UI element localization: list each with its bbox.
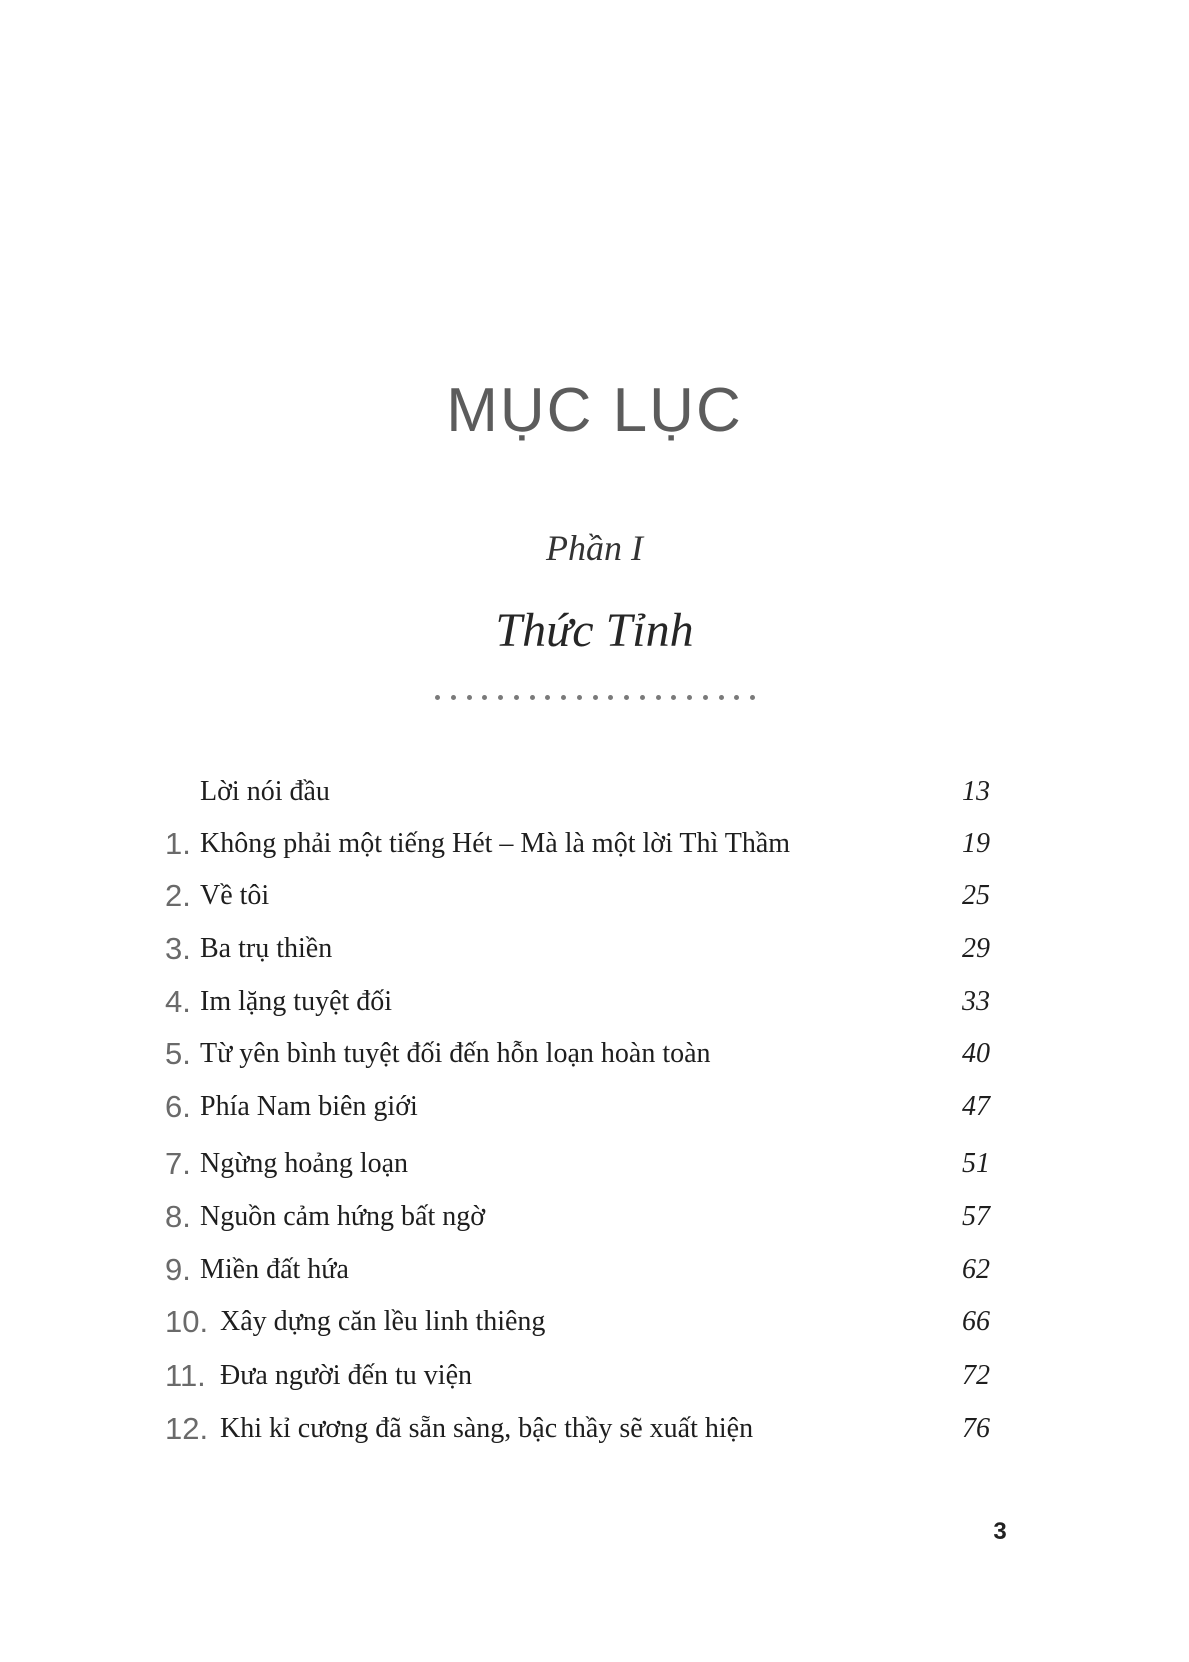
toc-entry-page: 51 xyxy=(962,1148,990,1179)
toc-entry[interactable] xyxy=(0,1356,1189,1396)
toc-entry-number: 11. xyxy=(165,1358,206,1393)
toc-entry[interactable] xyxy=(0,1034,1189,1074)
toc-entry-number: 10. xyxy=(165,1304,209,1339)
toc-entry[interactable] xyxy=(0,929,1189,969)
toc-entry-number: 3. xyxy=(165,931,191,966)
toc-entry[interactable] xyxy=(0,1302,1189,1342)
toc-entry[interactable] xyxy=(0,1409,1189,1449)
toc-entry-number: 4. xyxy=(165,984,191,1019)
toc-entry-number: 2. xyxy=(165,878,191,913)
part-label: Phần I xyxy=(546,528,643,568)
toc-entry-page: 33 xyxy=(962,986,990,1017)
toc-entry-number: 1. xyxy=(165,826,191,861)
toc-entry[interactable] xyxy=(0,1250,1189,1290)
toc-entry-number: 7. xyxy=(165,1146,191,1181)
page-number: 3 xyxy=(993,1518,1007,1545)
toc-entry-number: 6. xyxy=(165,1089,191,1124)
toc-entry-page: 72 xyxy=(962,1360,990,1391)
toc-entry-title: Lời nói đầu xyxy=(200,776,330,807)
toc-entry-page: 29 xyxy=(962,933,990,964)
toc-entry-page: 25 xyxy=(962,880,990,911)
toc-entry-title: Im lặng tuyệt đối xyxy=(200,986,393,1017)
toc-entry-title: Đưa người đến tu viện xyxy=(220,1360,472,1391)
part-title: Thức Tỉnh xyxy=(495,604,694,657)
toc-entry[interactable] xyxy=(0,1197,1189,1237)
toc-entry[interactable] xyxy=(0,772,1189,812)
toc-entry-title: Ngừng hoảng loạn xyxy=(200,1148,409,1179)
toc-entry-title: Không phải một tiếng Hét – Mà là một lời Thì Thầm xyxy=(200,828,791,859)
toc-entry-page: 76 xyxy=(962,1413,990,1444)
toc-entry-number: 12. xyxy=(165,1411,209,1446)
toc-entry-page: 13 xyxy=(962,776,990,807)
dotted-divider xyxy=(435,693,755,701)
toc-entry-page: 57 xyxy=(962,1201,990,1232)
toc-entry-page: 66 xyxy=(962,1306,990,1337)
toc-entry[interactable] xyxy=(0,876,1189,916)
toc-entry-number: 8. xyxy=(165,1199,191,1234)
toc-entry-title: Về tôi xyxy=(200,880,270,911)
toc-entry-title: Phía Nam biên giới xyxy=(200,1091,418,1122)
toc-entry-title: Khi kỉ cương đã sẵn sàng, bậc thầy sẽ xuất hiện xyxy=(220,1413,754,1444)
toc-entry[interactable] xyxy=(0,982,1189,1022)
toc-entry-title: Miền đất hứa xyxy=(200,1254,349,1285)
toc-entry[interactable] xyxy=(0,1087,1189,1127)
toc-entry-title: Ba trụ thiền xyxy=(200,933,333,964)
toc-entry-title: Nguồn cảm hứng bất ngờ xyxy=(200,1201,486,1232)
toc-entry-number: 5. xyxy=(165,1036,191,1071)
toc-entry[interactable] xyxy=(0,1144,1189,1184)
toc-entry-page: 47 xyxy=(962,1091,990,1122)
toc-entry-title: Từ yên bình tuyệt đối đến hỗn loạn hoàn toàn xyxy=(200,1038,711,1069)
toc-entry-number: 9. xyxy=(165,1252,191,1287)
toc-entry-title: Xây dựng căn lều linh thiêng xyxy=(220,1306,546,1337)
toc-entry-page: 40 xyxy=(962,1038,990,1069)
toc-entry-page: 62 xyxy=(962,1254,990,1285)
toc-entry-page: 19 xyxy=(962,828,990,859)
page-title: MỤC LỤC xyxy=(446,376,743,445)
toc-entry[interactable] xyxy=(0,824,1189,864)
